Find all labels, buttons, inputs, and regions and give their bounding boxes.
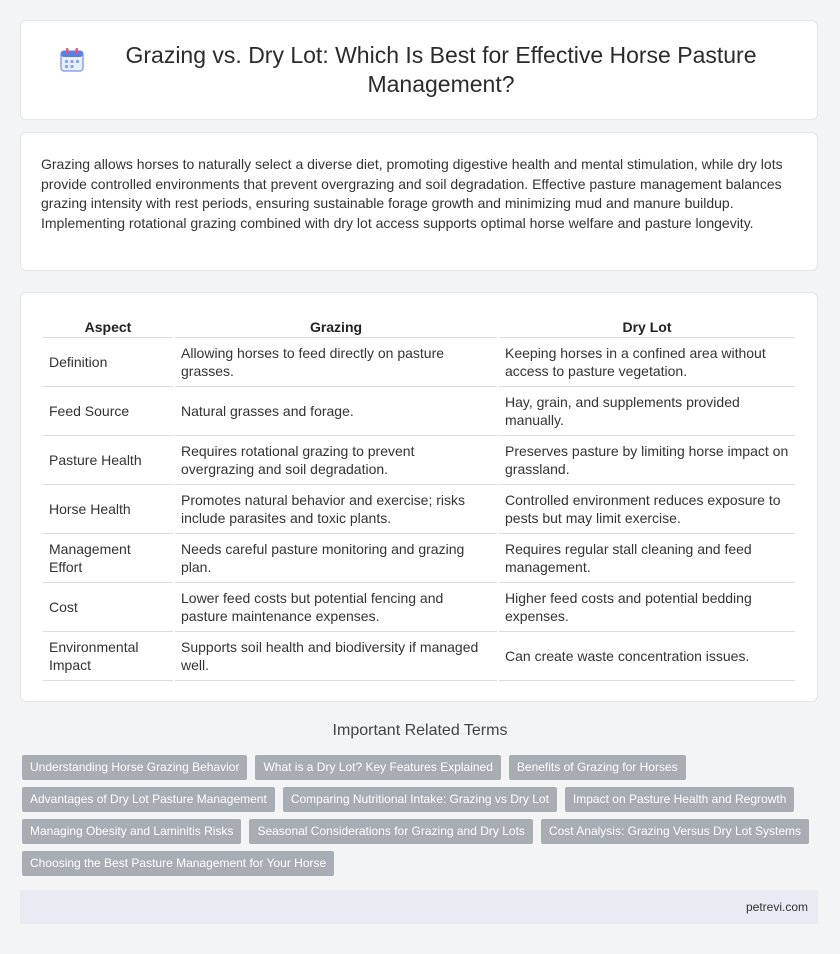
related-tag[interactable]: Managing Obesity and Laminitis Risks bbox=[22, 819, 241, 844]
related-tags bbox=[22, 755, 822, 876]
dry-lot-cell: Keeping horses in a confined area without access to pasture vegetation. bbox=[499, 338, 795, 387]
grazing-cell: Needs careful pasture monitoring and grazing plan. bbox=[175, 534, 497, 583]
page-title: Grazing vs. Dry Lot: Which Is Best for Effective Horse Pasture Management? bbox=[125, 42, 757, 97]
related-tag[interactable]: Choosing the Best Pasture Management for Your Horse bbox=[22, 851, 334, 876]
related-tag[interactable]: Cost Analysis: Grazing Versus Dry Lot Systems bbox=[541, 819, 809, 844]
dry-lot-cell: Requires regular stall cleaning and feed management. bbox=[499, 534, 795, 583]
aspect-cell: Feed Source bbox=[43, 387, 173, 436]
footer-site[interactable]: petrevi.com bbox=[745, 900, 808, 914]
aspect-cell: Horse Health bbox=[43, 485, 173, 534]
aspect-cell: Cost bbox=[43, 583, 173, 632]
header-dry-lot: Dry Lot bbox=[499, 313, 795, 338]
related-tag[interactable]: Impact on Pasture Health and Regrowth bbox=[565, 787, 794, 812]
related-tag[interactable]: What is a Dry Lot? Key Features Explained bbox=[255, 755, 500, 780]
table-row bbox=[43, 338, 795, 387]
aspect-cell: Management Effort bbox=[43, 534, 173, 583]
header-card bbox=[20, 20, 818, 120]
grazing-cell: Promotes natural behavior and exercise; risks include parasites and toxic plants. bbox=[175, 485, 497, 534]
dry-lot-cell: Higher feed costs and potential bedding expenses. bbox=[499, 583, 795, 632]
footer bbox=[20, 890, 818, 924]
table-row bbox=[43, 436, 795, 485]
aspect-cell: Environmental Impact bbox=[43, 632, 173, 681]
dry-lot-cell: Preserves pasture by limiting horse impact on grassland. bbox=[499, 436, 795, 485]
related-tag[interactable]: Understanding Horse Grazing Behavior bbox=[22, 755, 247, 780]
table-row bbox=[43, 583, 795, 632]
related-tag[interactable]: Seasonal Considerations for Grazing and Dry Lots bbox=[249, 819, 532, 844]
table-header-row bbox=[43, 313, 795, 338]
calendar-icon bbox=[59, 47, 85, 73]
related-tag[interactable]: Comparing Nutritional Intake: Grazing vs Dry Lot bbox=[283, 787, 557, 812]
dry-lot-cell: Hay, grain, and supplements provided manually. bbox=[499, 387, 795, 436]
header-grazing: Grazing bbox=[175, 313, 497, 338]
comparison-card bbox=[20, 292, 818, 702]
table-row bbox=[43, 485, 795, 534]
grazing-cell: Supports soil health and biodiversity if managed well. bbox=[175, 632, 497, 681]
grazing-cell: Allowing horses to feed directly on pasture grasses. bbox=[175, 338, 497, 387]
table-row bbox=[43, 387, 795, 436]
header-aspect: Aspect bbox=[43, 313, 173, 338]
related-terms-heading: Important Related Terms bbox=[332, 722, 508, 739]
aspect-cell: Definition bbox=[43, 338, 173, 387]
comparison-table bbox=[41, 313, 797, 681]
grazing-cell: Natural grasses and forage. bbox=[175, 387, 497, 436]
dry-lot-cell: Controlled environment reduces exposure to pests but may limit exercise. bbox=[499, 485, 795, 534]
table-row bbox=[43, 632, 795, 681]
table-row bbox=[43, 534, 795, 583]
intro-text: Grazing allows horses to naturally select a diverse diet, promoting digestive health and mental stimulation, while dry lots provide controlled environments that prevent overgrazing and soil degradation. Effective pasture management balances grazing intensity with rest periods, ensuring sustainable forage growth and minimizing mud and manure buildup. Implementing rotational grazing combined with dry lot access supports optimal horse welfare and pasture longevity. bbox=[41, 156, 783, 231]
grazing-cell: Lower feed costs but potential fencing and pasture maintenance expenses. bbox=[175, 583, 497, 632]
aspect-cell: Pasture Health bbox=[43, 436, 173, 485]
dry-lot-cell: Can create waste concentration issues. bbox=[499, 632, 795, 681]
grazing-cell: Requires rotational grazing to prevent overgrazing and soil degradation. bbox=[175, 436, 497, 485]
related-tag[interactable]: Advantages of Dry Lot Pasture Management bbox=[22, 787, 275, 812]
related-tag[interactable]: Benefits of Grazing for Horses bbox=[509, 755, 686, 780]
intro-card bbox=[20, 132, 818, 271]
